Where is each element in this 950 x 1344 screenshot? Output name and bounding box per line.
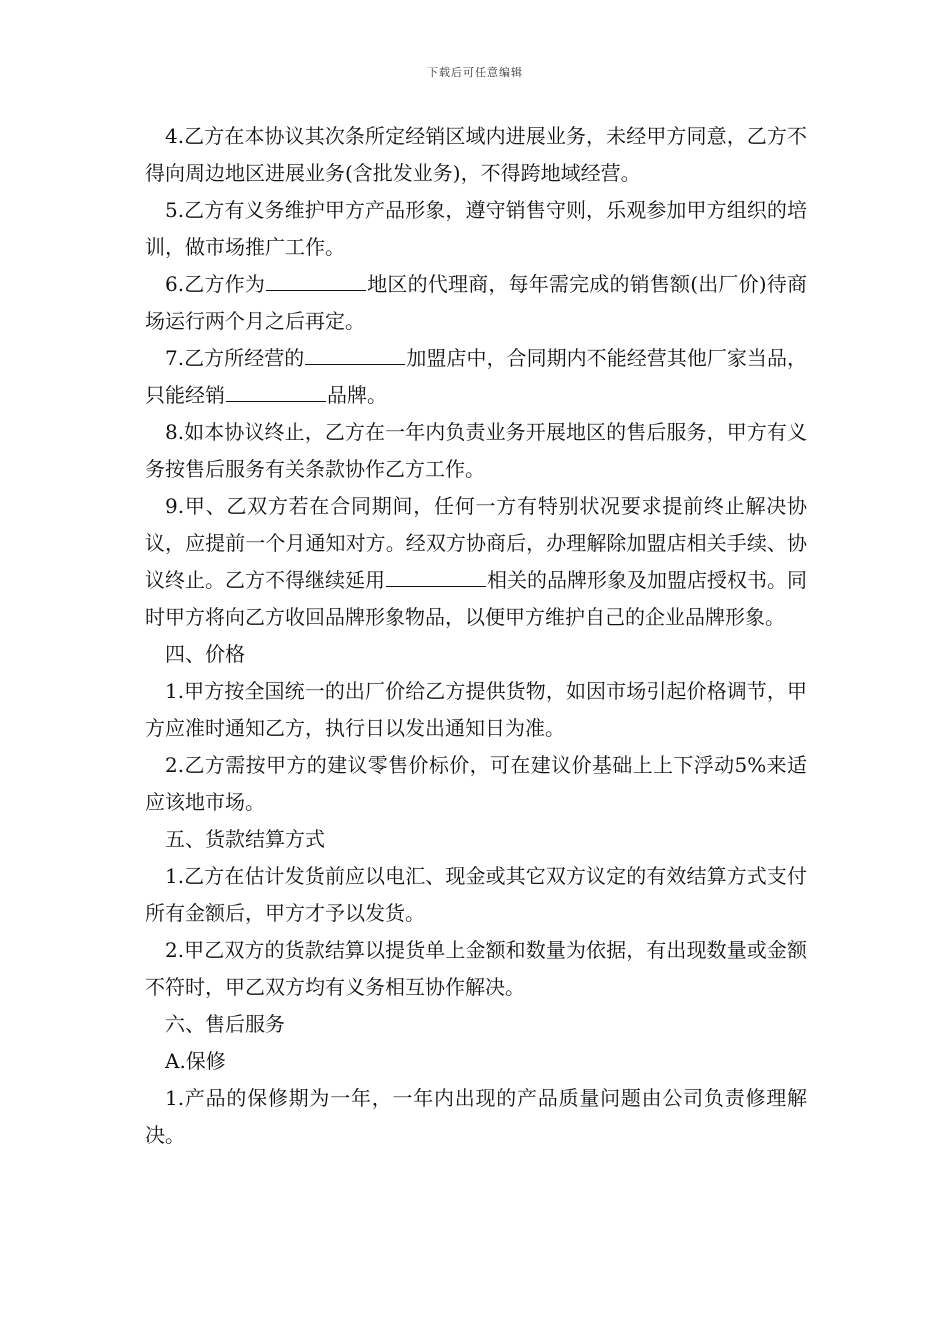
clause-8 <box>145 414 807 488</box>
blank-field-brand <box>226 381 326 402</box>
clause-8-text: 8.如本协议终止，乙方在一年内负责业务开展地区的售后服务，甲方有义务按售后服务有关条款协作乙方工作。 <box>145 420 807 481</box>
blank-field-region <box>266 270 366 291</box>
clause-9-text-a: 9.甲、乙双方若在合同期间，任何一方有特别状况要求提前终止解决协议，应提前一个月通知对方。经双方协商后，办理解除加盟店相关手续、协议终止。乙方不得继续延用 <box>145 494 807 592</box>
service-subtitle-warranty: A.保修 <box>165 1049 226 1073</box>
clause-6-text-a: 6.乙方作为 <box>165 272 266 296</box>
section-price-title: 四、价格 <box>165 642 245 666</box>
clause-9 <box>145 488 807 636</box>
clause-4-text: 4.乙方在本协议其次条所定经销区域内进展业务，未经甲方同意，乙方不得向周边地区进展业务(含批发业务)，不得跨地域经营。 <box>145 124 807 185</box>
blank-field-brand-name <box>386 566 486 587</box>
clause-7-text-a: 7.乙方所经营的 <box>165 346 305 370</box>
clause-4 <box>145 118 807 192</box>
clause-6 <box>145 266 807 340</box>
clause-5-text: 5.乙方有义务维护甲方产品形象，遵守销售守则，乐观参加甲方组织的培训，做市场推广工作。 <box>145 198 807 259</box>
clause-7-text-c: 品牌。 <box>327 383 387 407</box>
section-payment-title: 五、货款结算方式 <box>165 827 325 851</box>
document-body <box>145 118 807 1154</box>
price-item-1: 1.甲方按全国统一的出厂价给乙方提供货物，如因市场引起价格调节，甲方应准时通知乙方，执行日以发出通知日为准。 <box>145 679 807 740</box>
service-item-1: 1.产品的保修期为一年，一年内出现的产品质量问题由公司负责修理解决。 <box>145 1086 807 1147</box>
payment-item-1: 1.乙方在估计发货前应以电汇、现金或其它双方议定的有效结算方式支付所有金额后，甲方才予以发货。 <box>145 864 807 925</box>
clause-5 <box>145 192 807 266</box>
blank-field-store <box>305 344 405 365</box>
page-header: 下载后可任意编辑 <box>427 66 523 79</box>
price-item-2: 2.乙方需按甲方的建议零售价标价，可在建议价基础上上下浮动5%来适应该地市场。 <box>145 753 807 814</box>
clause-9-text-b: 相关的品牌形象及加盟店授权书。同时甲方将向乙方收回品牌形象物品，以便甲方维护自己的企业品牌形象。 <box>145 568 807 629</box>
payment-item-2: 2.甲乙双方的货款结算以提货单上金额和数量为依据，有出现数量或金额不符时，甲乙双方均有义务相互协作解决。 <box>145 938 807 999</box>
section-service-title: 六、售后服务 <box>165 1012 285 1036</box>
clause-7-text-b: 加盟店中，合同期内不能经营其他厂家当品，只能经销 <box>145 346 807 407</box>
clause-7 <box>145 340 807 414</box>
clause-6-text-b: 地区的代理商，每年需完成的销售额(出厂价)待商场运行两个月之后再定。 <box>145 272 807 333</box>
